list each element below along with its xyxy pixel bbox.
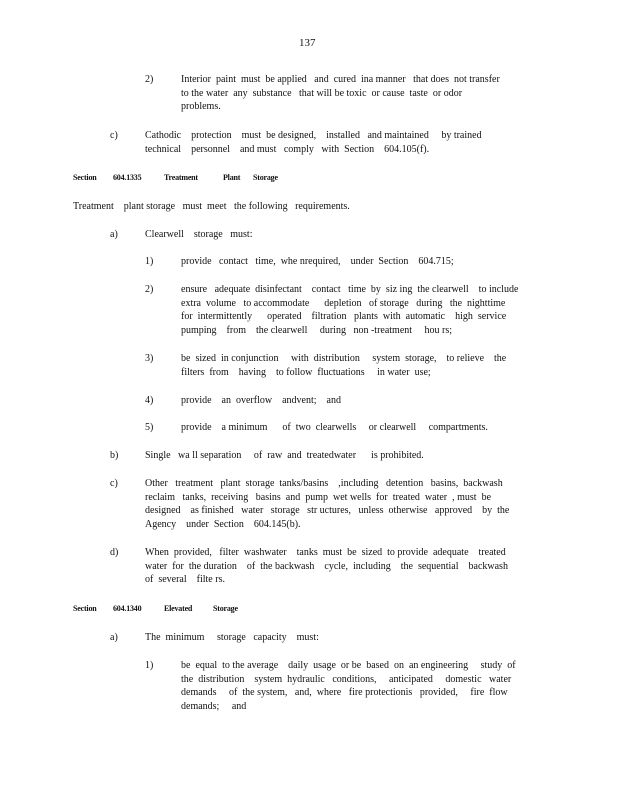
section-title-word: Storage xyxy=(213,604,238,613)
text-line: to the water any substance that will be toxic or cause taste or odor xyxy=(181,87,463,99)
paragraph-interior-paint xyxy=(181,73,500,114)
list-marker: 1) xyxy=(145,660,154,671)
paragraph-disinfectant xyxy=(181,283,518,337)
text-line: technical personnel and must comply with Section 604.105(f). xyxy=(145,143,430,155)
list-marker: 2) xyxy=(145,284,154,295)
paragraph-wall-separation xyxy=(145,449,424,463)
section-label: Section xyxy=(73,173,97,182)
paragraph-washwater xyxy=(145,546,508,587)
paragraph-conjunction xyxy=(181,352,506,379)
list-marker: 4) xyxy=(145,395,154,406)
text-line: extra volume to accommodate depletion of storage during the nighttime xyxy=(181,297,506,309)
text-line: When provided, filter washwater tanks must be sized to provide adequate treated xyxy=(145,547,506,558)
list-marker: 1) xyxy=(145,256,154,267)
text-line: be equal to the average daily usage or be based on an engineering study of xyxy=(181,660,516,671)
section-title-word: Elevated xyxy=(164,604,193,613)
text-line: ensure adequate disinfectant contact time by siz ing the clearwell to include xyxy=(181,284,519,295)
minimum-capacity-lead-in: The minimum storage capacity must: xyxy=(145,632,319,643)
text-line: designed as finished water storage str uctures, unless otherwise approved by the xyxy=(145,505,510,517)
paragraph-contact-time xyxy=(181,255,454,269)
list-marker: b) xyxy=(110,450,119,461)
text-line: problems. xyxy=(181,101,221,113)
section-title-word: Plant xyxy=(223,173,241,182)
text-line: Cathodic protection must be designed, installed and maintained by trained xyxy=(145,130,482,141)
paragraph-other-storage xyxy=(145,477,509,531)
text-line: provide an overflow andvent; and xyxy=(181,395,341,406)
section-intro: Treatment plant storage must meet the following requirements. xyxy=(73,201,350,212)
text-line: demands; and xyxy=(181,700,247,712)
clearwell-lead-in: Clearwell storage must: xyxy=(145,229,253,240)
list-marker: 5) xyxy=(145,422,154,433)
text-line: filters from having to follow fluctuations in water use; xyxy=(181,366,431,378)
page-number: 137 xyxy=(299,37,316,49)
section-title-word: Storage xyxy=(253,173,278,182)
text-line: Other treatment plant storage tanks/basins ,including detention basins, backwash xyxy=(145,478,503,489)
text-line: Agency under Section 604.145(b). xyxy=(145,518,301,530)
list-marker: a) xyxy=(110,632,118,643)
text-line: pumping from the clearwell during non -treatment hou rs; xyxy=(181,324,453,336)
list-marker: 3) xyxy=(145,353,154,364)
list-marker: a) xyxy=(110,229,118,240)
paragraph-minimum-clearwells xyxy=(181,421,488,435)
section-label: Section xyxy=(73,604,97,613)
text-line: reclaim tanks, receiving basins and pump wet wells for treated water , must be xyxy=(145,491,492,503)
text-line: the distribution system hydraulic conditions, anticipated domestic water xyxy=(181,673,512,685)
list-marker: d) xyxy=(110,547,119,558)
section-title-word: Treatment xyxy=(164,173,198,182)
list-marker: c) xyxy=(110,130,118,141)
section-number: 604.1340 xyxy=(113,604,142,613)
section-number: 604.1335 xyxy=(113,173,142,182)
text-line: provide a minimum of two clearwells or clearwell compartments. xyxy=(181,422,488,433)
text-line: Interior paint must be applied and cured ina manner that does not transfer xyxy=(181,74,500,85)
text-line: provide contact time, whe nrequired, under Section 604.715; xyxy=(181,256,454,267)
text-line: be sized in conjunction with distribution system storage, to relieve the xyxy=(181,353,507,364)
paragraph-overflow xyxy=(181,394,341,408)
list-marker: c) xyxy=(110,478,118,489)
list-marker: 2) xyxy=(145,74,154,85)
text-line: demands of the system, and, where fire protectionis provided, fire flow xyxy=(181,687,508,699)
text-line: Single wa ll separation of raw and treatedwater is prohibited. xyxy=(145,450,424,461)
text-line: of several filte rs. xyxy=(145,574,225,586)
paragraph-equal-to-average xyxy=(181,659,516,713)
text-line: for intermittently operated filtration plants with automatic high service xyxy=(181,311,507,323)
text-line: water for the duration of the backwash cycle, including the sequential backwash xyxy=(145,560,508,572)
paragraph-cathodic-protection xyxy=(145,129,482,156)
